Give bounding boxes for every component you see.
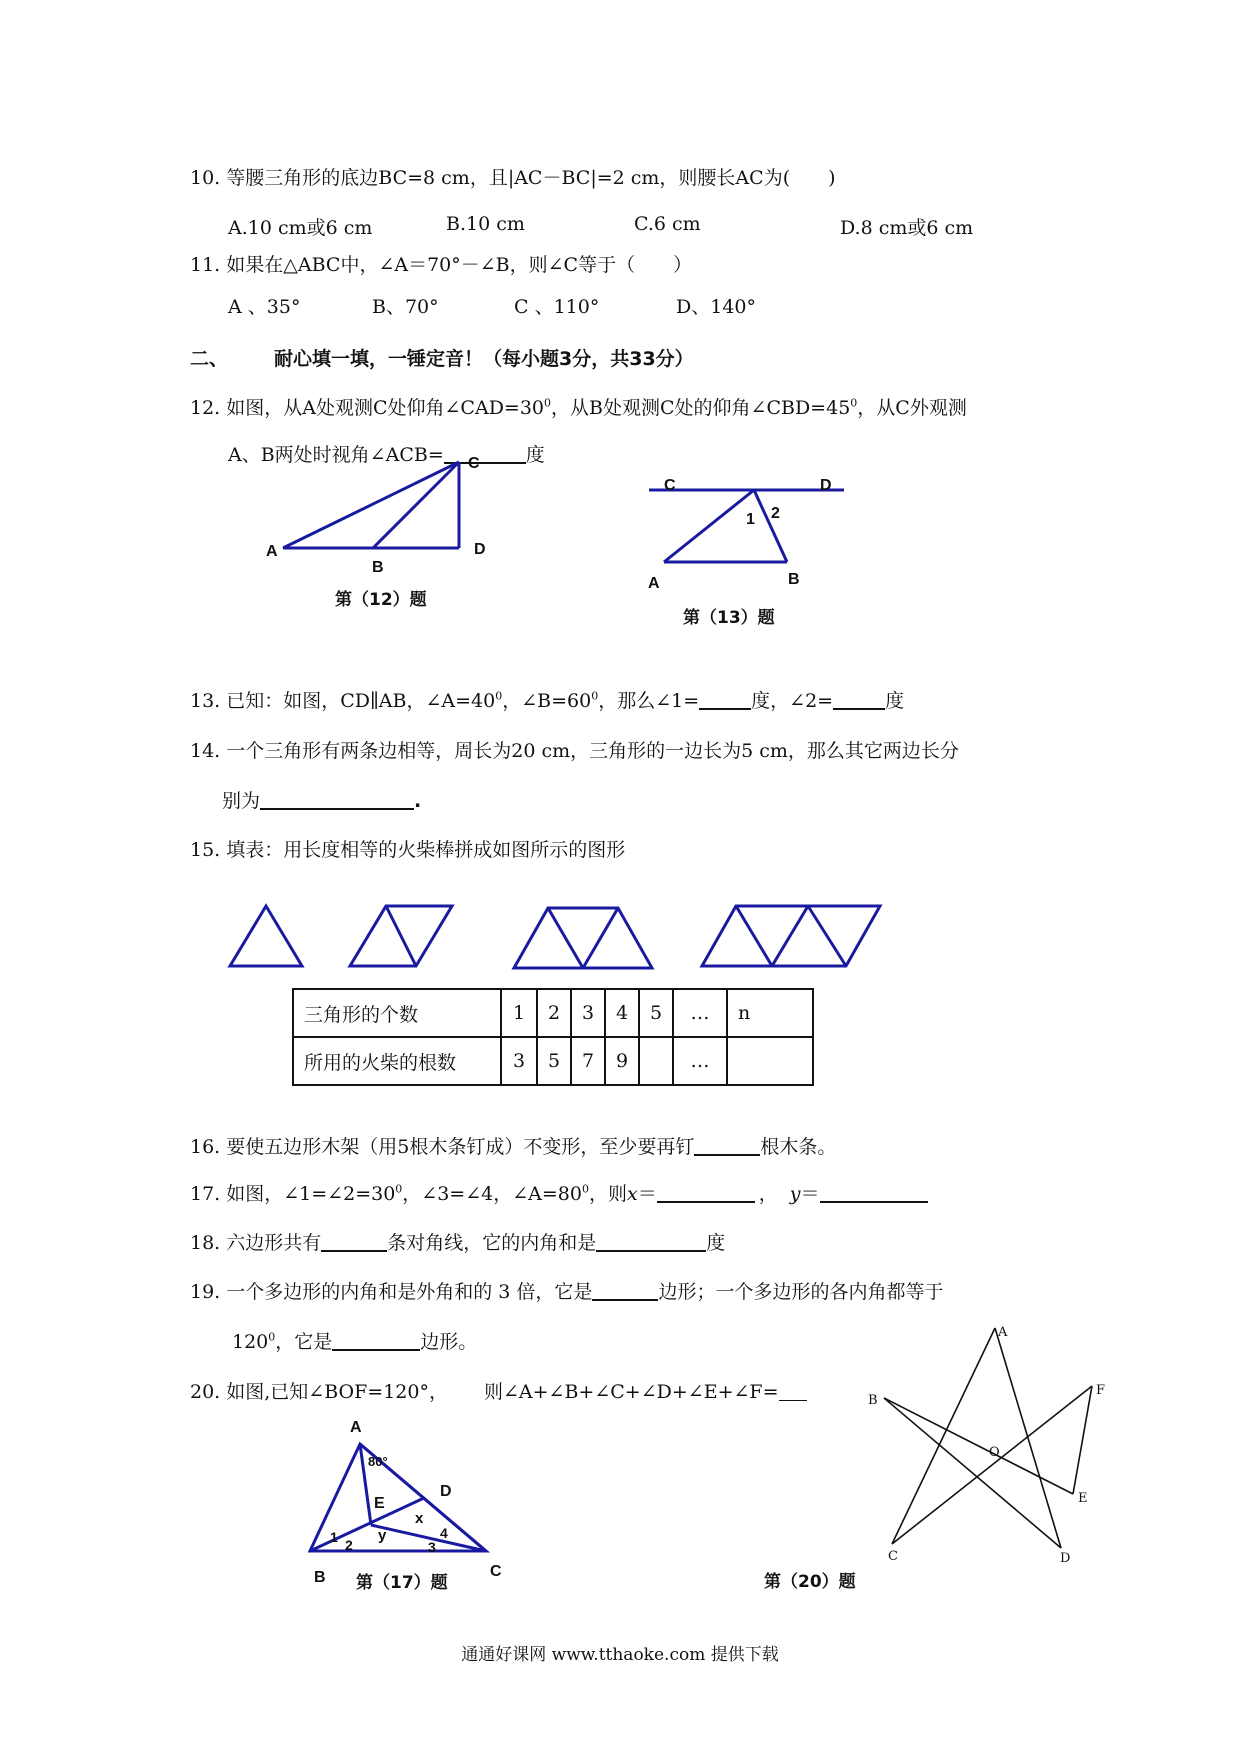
label-a: A bbox=[648, 575, 660, 592]
q18-line bbox=[190, 1228, 725, 1255]
q19-answer-blank-1[interactable] bbox=[592, 1279, 658, 1301]
q10-stem: 10. 等腰三角形的底边BC=8 cm，且|AC－BC|=2 cm，则腰长AC为( ) bbox=[190, 167, 836, 189]
q18-text-c: 度 bbox=[706, 1232, 726, 1254]
q13-text-d: 度，∠2= bbox=[751, 690, 834, 712]
q10-option-c: C.6 cm bbox=[634, 213, 701, 235]
table-row bbox=[293, 989, 813, 1037]
label-b: B bbox=[868, 1393, 878, 1408]
q12-line1 bbox=[190, 393, 967, 420]
q17-x-blank[interactable] bbox=[657, 1181, 755, 1203]
label-d: D bbox=[474, 541, 486, 558]
label-c: C bbox=[468, 455, 480, 472]
equals-sign: ＝ bbox=[637, 1183, 657, 1205]
q18-diagonals-blank[interactable] bbox=[321, 1230, 387, 1252]
label-e: E bbox=[1078, 1491, 1088, 1506]
label-b: B bbox=[314, 1569, 326, 1586]
label-f: F bbox=[1096, 1383, 1106, 1398]
angle-3-label: 3 bbox=[428, 1539, 436, 1555]
table-cell: 7 bbox=[571, 1037, 605, 1085]
q14-line1: 14. 一个三角形有两条边相等，周长为20 cm，三角形的一边长为5 cm，那么其它两边长分 bbox=[190, 740, 959, 762]
angle-a-label: 80° bbox=[368, 1454, 388, 1469]
q17-line bbox=[190, 1179, 928, 1206]
q12-text-e: 度 bbox=[525, 444, 545, 466]
q18-text-a: 18. 六边形共有 bbox=[190, 1232, 322, 1254]
variable-x-label: x bbox=[415, 1510, 424, 1527]
matchstick-figure-3 bbox=[514, 908, 652, 968]
figure-20-caption: 第（20）题 bbox=[764, 1572, 856, 1592]
figure-12 bbox=[262, 452, 512, 572]
q13-text-e: 度 bbox=[885, 690, 905, 712]
label-d: D bbox=[440, 1483, 452, 1500]
table-cell: 4 bbox=[605, 989, 639, 1037]
row-label-matches: 所用的火柴的根数 bbox=[293, 1037, 501, 1085]
matchstick-figures bbox=[222, 900, 892, 972]
variable-x: x bbox=[627, 1183, 638, 1205]
q12-text-c: ，从C外观测 bbox=[857, 397, 967, 419]
q11-option-b: B、70° bbox=[372, 296, 439, 318]
q13-line bbox=[190, 686, 904, 713]
label-d: D bbox=[820, 477, 832, 494]
label-b: B bbox=[788, 571, 800, 588]
q11-option-c: C 、110° bbox=[514, 296, 600, 318]
table-cell: 1 bbox=[501, 989, 537, 1037]
variable-y: y bbox=[789, 1183, 801, 1205]
q20-text-b: 则∠A+∠B+∠C+∠D+∠E+∠F= bbox=[483, 1381, 779, 1403]
comma: ， bbox=[758, 1183, 778, 1205]
section2-title: 耐心填一填，一锤定音！（每小题3分，共33分） bbox=[274, 348, 694, 370]
q10-option-d: D.8 cm或6 cm bbox=[840, 217, 974, 239]
q12-text-b: ，从B处观测C处的仰角∠CBD=45 bbox=[551, 397, 851, 419]
q10-option-b: B.10 cm bbox=[446, 213, 525, 235]
line-fc bbox=[892, 1386, 1092, 1544]
q11-stem: 11. 如果在△ABC中，∠A＝70°－∠B，则∠C等于（ ） bbox=[190, 254, 693, 276]
q13-text-a: 13. 已知：如图，CD∥AB，∠A=40 bbox=[190, 690, 496, 712]
q12-text-a: 12. 如图，从A处观测C处仰角∠CAD=30 bbox=[190, 397, 545, 419]
line-a-apex bbox=[664, 490, 754, 562]
q20-text-a: 20. 如图,已知∠BOF=120°， bbox=[190, 1381, 448, 1403]
q17-text-b: ，∠3=∠4，∠A=80 bbox=[402, 1183, 582, 1205]
figure-13 bbox=[642, 468, 862, 598]
degree-mark: 0 bbox=[591, 689, 599, 703]
q12-text-d: A、B两处时视角∠ACB= bbox=[228, 444, 444, 466]
label-a: A bbox=[266, 543, 278, 560]
table-cell: … bbox=[673, 989, 727, 1037]
label-b: B bbox=[372, 559, 384, 572]
q16-line bbox=[190, 1132, 836, 1159]
q13-angle2-blank[interactable] bbox=[833, 688, 885, 710]
degree-mark: 0 bbox=[395, 1182, 403, 1196]
matchstick-figure-1 bbox=[230, 906, 302, 966]
table-cell: … bbox=[673, 1037, 727, 1085]
matchstick-table bbox=[292, 988, 814, 1086]
figure-17 bbox=[300, 1410, 530, 1590]
q14-text: 别为 bbox=[222, 790, 261, 812]
line-ac bbox=[283, 462, 459, 548]
label-c: C bbox=[664, 477, 676, 494]
label-c: C bbox=[490, 1563, 502, 1580]
degree-mark: 0 bbox=[544, 396, 552, 410]
angle-1-label: 1 bbox=[746, 511, 755, 528]
q19-text-d: ，它是 bbox=[275, 1331, 333, 1353]
table-cell: n bbox=[727, 989, 813, 1037]
row-label-triangles: 三角形的个数 bbox=[293, 989, 501, 1037]
q18-text-b: 条对角线，它的内角和是 bbox=[387, 1232, 597, 1254]
q13-text-c: ，那么∠1= bbox=[598, 690, 700, 712]
table-cell: 5 bbox=[639, 989, 673, 1037]
q16-text-b: 根木条。 bbox=[760, 1136, 837, 1158]
degree-mark: 0 bbox=[268, 1330, 276, 1344]
q17-text-c: ，则 bbox=[588, 1183, 627, 1205]
label-a: A bbox=[350, 1419, 362, 1436]
q19-text-b: 边形；一个多边形的各内角都等于 bbox=[658, 1281, 944, 1303]
figure-13-caption: 第（13）题 bbox=[683, 608, 775, 628]
angle-2-label: 2 bbox=[771, 505, 780, 522]
q19-answer-blank-2[interactable] bbox=[332, 1329, 420, 1351]
q17-y-blank[interactable] bbox=[820, 1181, 928, 1203]
q19-text-a: 19. 一个多边形的内角和是外角和的 3 倍，它是 bbox=[190, 1281, 593, 1303]
table-cell: 3 bbox=[501, 1037, 537, 1085]
q20-answer-blank[interactable] bbox=[779, 1380, 807, 1401]
matchstick-figure-4 bbox=[702, 906, 880, 966]
section2-number: 二、 bbox=[190, 348, 229, 370]
degree-mark: 0 bbox=[850, 396, 858, 410]
label-d: D bbox=[1060, 1551, 1071, 1564]
q11-option-d: D、140° bbox=[676, 296, 756, 318]
matchstick-figure-2 bbox=[350, 906, 452, 966]
q19-text-c: 120 bbox=[232, 1331, 269, 1353]
label-e: E bbox=[374, 1495, 385, 1512]
line-bd bbox=[884, 1398, 1061, 1548]
table-cell: 2 bbox=[537, 989, 571, 1037]
q14-period: . bbox=[414, 790, 422, 812]
table-cell: 9 bbox=[605, 1037, 639, 1085]
line-b-apex bbox=[754, 490, 787, 562]
q13-angle1-blank[interactable] bbox=[699, 688, 751, 710]
angle-2-label: 2 bbox=[345, 1537, 353, 1553]
table-cell: 3 bbox=[571, 989, 605, 1037]
degree-mark: 0 bbox=[581, 1182, 589, 1196]
table-answer-cell[interactable] bbox=[727, 1037, 813, 1085]
q13-text-b: ，∠B=60 bbox=[502, 690, 592, 712]
angle-1-label: 1 bbox=[330, 1529, 338, 1545]
line-be bbox=[884, 1398, 1073, 1494]
q16-answer-blank[interactable] bbox=[694, 1134, 760, 1156]
variable-y-label: y bbox=[378, 1527, 387, 1544]
figure-17-caption: 第（17）题 bbox=[356, 1573, 448, 1593]
q10-option-a: A.10 cm或6 cm bbox=[228, 217, 373, 239]
q18-angle-sum-blank[interactable] bbox=[596, 1230, 706, 1252]
equals-sign: ＝ bbox=[800, 1183, 820, 1205]
label-o: O bbox=[989, 1445, 1000, 1460]
label-c: C bbox=[888, 1549, 898, 1564]
q17-text-a: 17. 如图，∠1=∠2=30 bbox=[190, 1183, 396, 1205]
q19-text-e: 边形。 bbox=[420, 1331, 478, 1353]
line-fe bbox=[1073, 1386, 1092, 1494]
q16-text-a: 16. 要使五边形木架（用5根木条钉成）不变形，至少要再钉 bbox=[190, 1136, 695, 1158]
q15-stem: 15. 填表：用长度相等的火柴棒拼成如图所示的图形 bbox=[190, 839, 626, 861]
q19-line2 bbox=[232, 1327, 477, 1354]
line-bc bbox=[373, 462, 459, 548]
figure-12-caption: 第（12）题 bbox=[335, 590, 427, 610]
line-ac bbox=[892, 1328, 995, 1544]
table-row bbox=[293, 1037, 813, 1085]
angle-4-label: 4 bbox=[440, 1525, 448, 1541]
page-footer: 通通好课网 www.tthaoke.com 提供下载 bbox=[461, 1645, 779, 1665]
q20-line bbox=[190, 1377, 807, 1404]
q14-answer-blank[interactable] bbox=[260, 788, 414, 810]
q14-line2 bbox=[222, 786, 421, 813]
line-ad bbox=[995, 1328, 1061, 1548]
q11-option-a: A 、35° bbox=[228, 296, 301, 318]
figure-20 bbox=[868, 1324, 1108, 1564]
table-cell: 5 bbox=[537, 1037, 571, 1085]
q19-line1 bbox=[190, 1277, 943, 1304]
degree-mark: 0 bbox=[495, 689, 503, 703]
table-answer-cell[interactable] bbox=[639, 1037, 673, 1085]
label-a: A bbox=[998, 1325, 1008, 1340]
